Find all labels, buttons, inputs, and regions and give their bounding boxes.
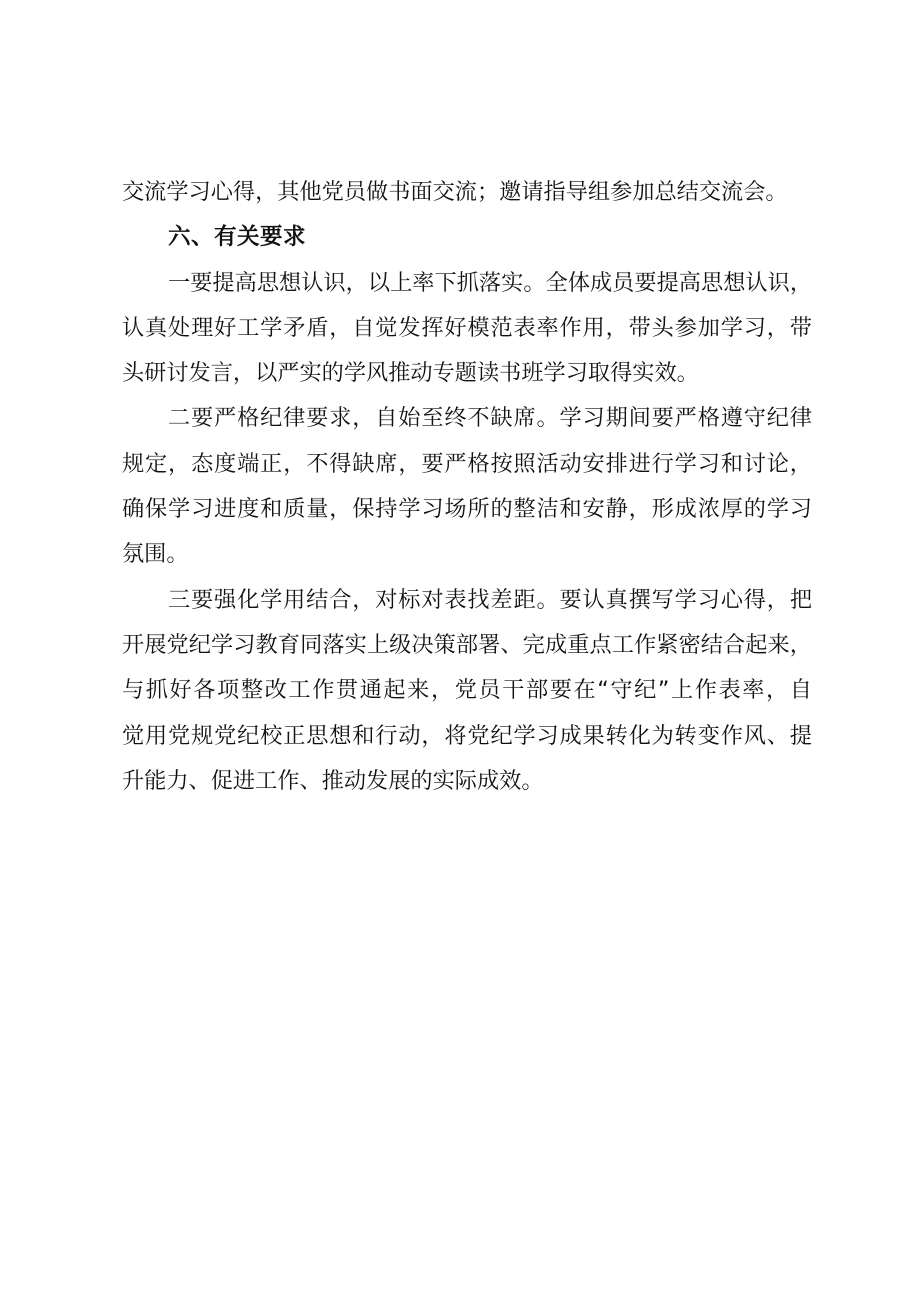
paragraph-2-line-3: 确保学习进度和质量，保持学习场所的整洁和安静，形成浓厚的学习: [122, 496, 812, 523]
paragraph-3-text-1: 要认真撰写学习心得，把: [559, 586, 813, 613]
paragraph-3-line-5: 升能力、促进工作、推动发展的实际成效。: [122, 767, 544, 794]
paragraph-2: [122, 396, 812, 577]
paragraph-2-line-1: [122, 396, 812, 441]
paragraph-1-text-1: 全体成员要提高思想认识，: [545, 269, 813, 296]
paragraph-2-text-1: 学习期间要严格遵守纪律: [559, 405, 813, 432]
paragraph-3-line-4: 觉用党规党纪校正思想和行动，将党纪学习成果转化为转变作风、提: [122, 722, 812, 749]
paragraph-3-lead: 三要强化学用结合，对标对表找差距。: [168, 586, 560, 613]
paragraph-1: [122, 261, 812, 397]
paragraph-2-lead: 二要严格纪律要求，自始至终不缺席。: [168, 405, 560, 432]
paragraph-3: [122, 578, 812, 804]
paragraph-1-line-1: [122, 261, 812, 306]
section-heading: 六、有关要求: [168, 224, 307, 251]
paragraph-1-lead: 一要提高思想认识，以上率下抓落实。: [168, 269, 546, 296]
paragraph-3-line-3: 与抓好各项整改工作贯通起来，党员干部要在“守纪”上作表率，自: [122, 677, 812, 704]
paragraph-1-line-3: 头研讨发言，以严实的学风推动专题读书班学习取得实效。: [122, 360, 699, 387]
paragraph-2-line-4: 氛围。: [122, 541, 189, 568]
opening-line: 交流学习心得，其他党员做书面交流；邀请指导组参加总结交流会。: [122, 179, 788, 205]
paragraph-2-line-2: 规定，态度端正，不得缺席，要严格按照活动安排进行学习和讨论，: [122, 450, 812, 477]
paragraph-1-line-2: 认真处理好工学矛盾，自觉发挥好模范表率作用，带头参加学习，带: [122, 314, 812, 341]
paragraph-3-line-1: [122, 578, 812, 623]
document-body: [122, 170, 812, 804]
paragraph-3-line-2: 开展党纪学习教育同落实上级决策部署、完成重点工作紧密结合起来，: [122, 631, 812, 658]
